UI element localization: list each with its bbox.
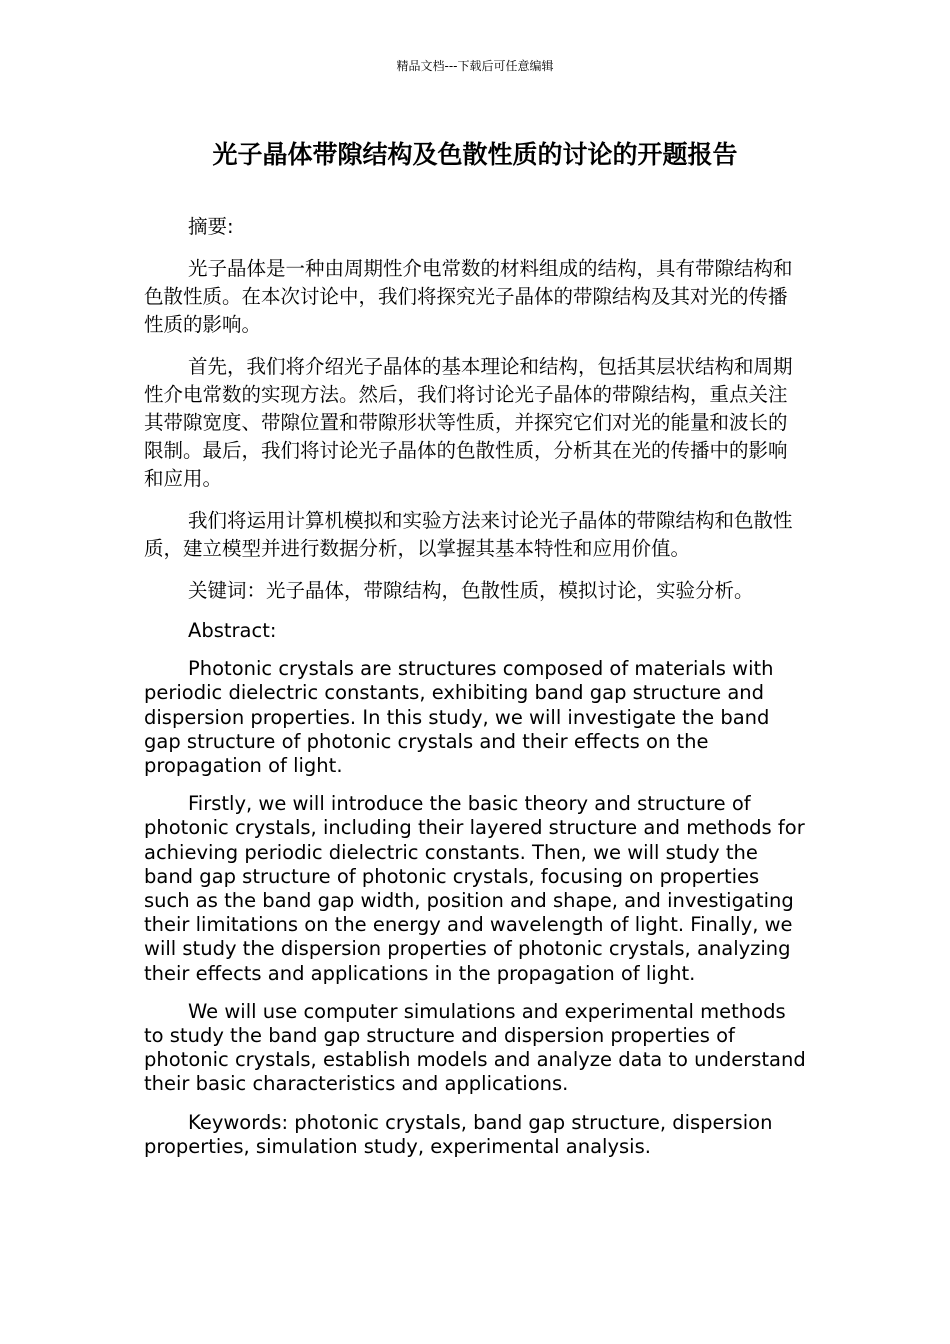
zh-abstract-label: 摘要: <box>188 215 234 238</box>
en-paragraph-3: We will use computer simulations and experimental methods to study the band gap structure and dispersion properties of photonic crystals, establish models and analyze data to understand their basic characteristics and applications. <box>144 999 806 1096</box>
zh-paragraph-3: 我们将运用计算机模拟和实验方法来讨论光子晶体的带隙结构和色散性质，建立模型并进行数据分析，以掌握其基本特性和应用价值。 <box>144 509 793 560</box>
zh-keywords: 关键词：光子晶体，带隙结构，色散性质，模拟讨论，实验分析。 <box>188 579 754 602</box>
en-paragraph-2: Firstly, we will introduce the basic theory and structure of photonic crystals, including their layered structure and methods for achieving periodic dielectric constants. Then, we will study the band gap structure of photonic crystals, focusing on properties such as the band gap width, position and shape, and investigating their limitations on the energy and wavelength of light. Finally, we will study the dispersion properties of photonic crystals, analyzing their effects and applications in the propagation of light. <box>144 792 805 985</box>
en-paragraph-1: Photonic crystals are structures composed of materials with periodic dielectric constants, exhibiting band gap structure and dispersion properties. In this study, we will investigate the band gap structure of photonic crystals and their effects on the propagation of light. <box>144 657 774 778</box>
zh-paragraph-1: 光子晶体是一种由周期性介电常数的材料组成的结构，具有带隙结构和色散性质。在本次讨论中，我们将探究光子晶体的带隙结构及其对光的传播性质的影响。 <box>144 257 793 336</box>
en-abstract-label: Abstract: <box>188 619 277 642</box>
en-keywords: Keywords: photonic crystals, band gap structure, dispersion properties, simulation study, experimental analysis. <box>144 1110 773 1158</box>
document-title: 光子晶体带隙结构及色散性质的讨论的开题报告 <box>212 140 738 169</box>
zh-paragraph-2: 首先，我们将介绍光子晶体的基本理论和结构，包括其层状结构和周期性介电常数的实现方法。然后，我们将讨论光子晶体的带隙结构，重点关注其带隙宽度、带隙位置和带隙形状等性质，并探究它们对光的能量和波长的限制。最后，我们将讨论光子晶体的色散性质，分析其在光的传播中的影响和应用。 <box>144 355 793 490</box>
header-note: 精品文档---下载后可任意编辑 <box>396 59 554 73</box>
document-body <box>144 213 806 1173</box>
